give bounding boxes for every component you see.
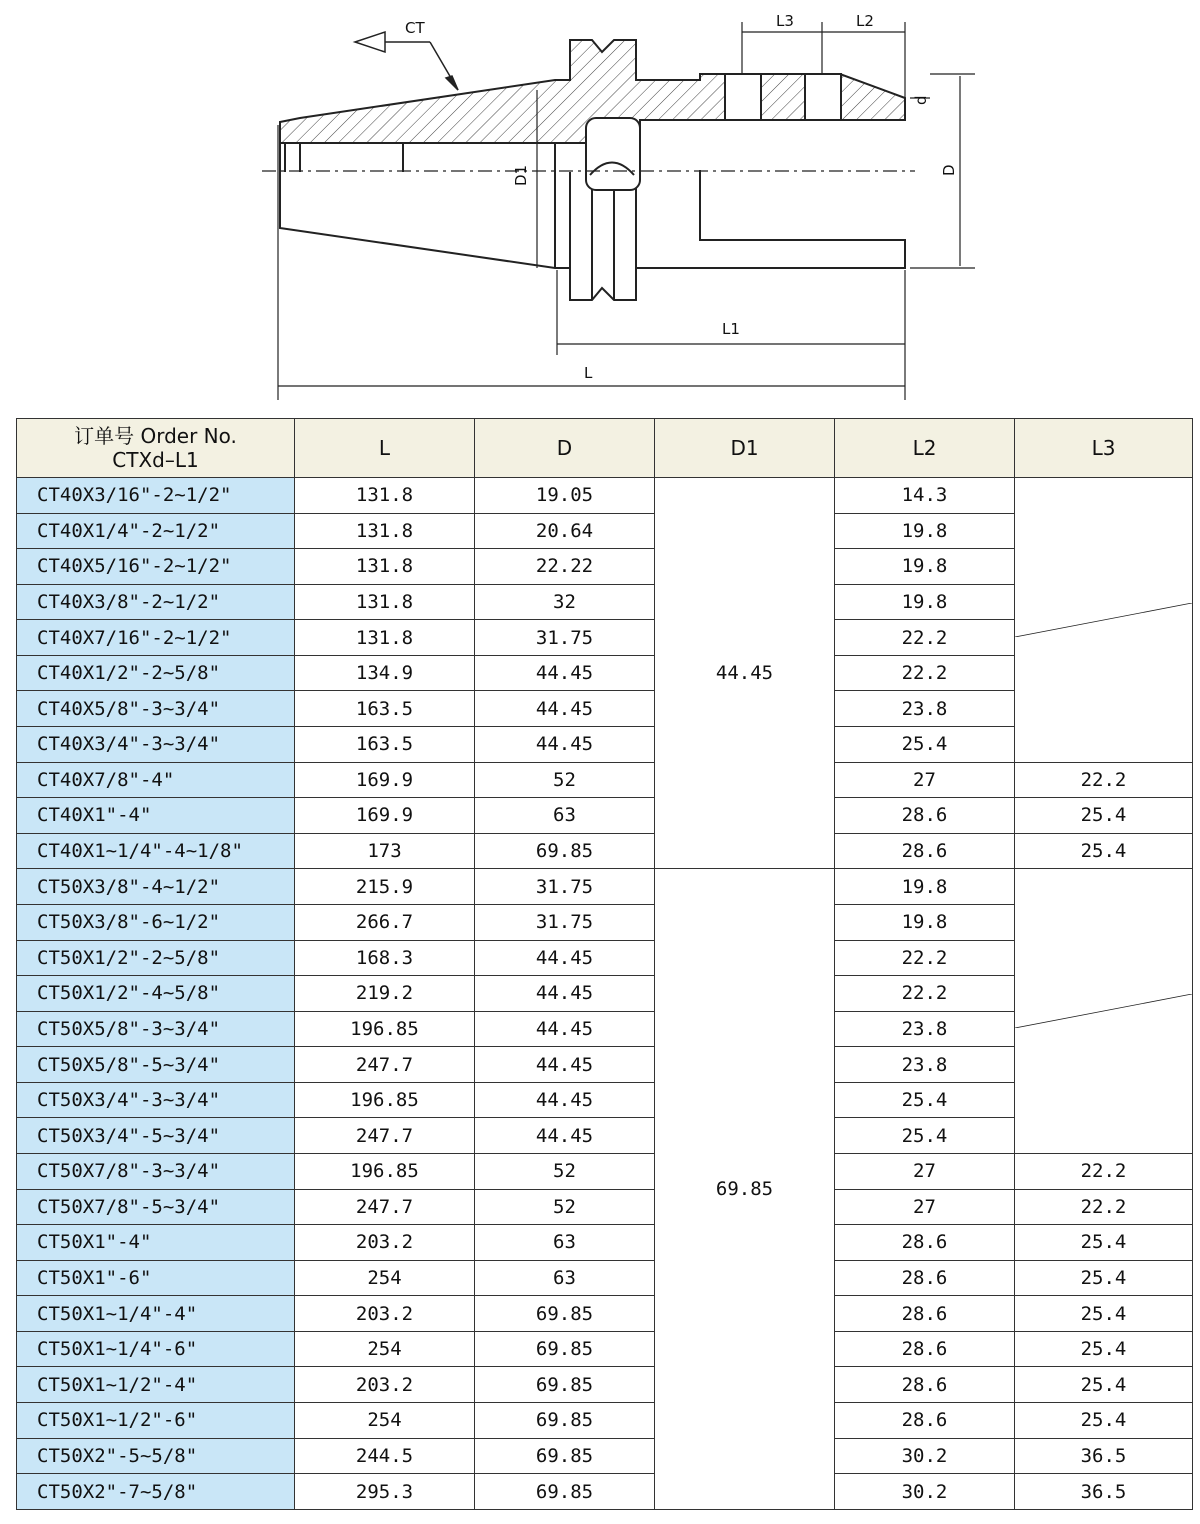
l2-cell: 28.6: [835, 1367, 1015, 1403]
order-code-cell: CT50X5/8"-3~3/4": [17, 1011, 295, 1047]
l-cell: 131.8: [295, 620, 475, 656]
order-code-cell: CT50X1/2"-4~5/8": [17, 976, 295, 1012]
l-cell: 131.8: [295, 584, 475, 620]
order-code-cell: CT40X1/4"-2~1/2": [17, 513, 295, 549]
l2-cell: 25.4: [835, 727, 1015, 763]
l3-cell: 22.2: [1015, 762, 1193, 798]
spec-table: [16, 418, 1193, 1510]
order-code-cell: CT50X7/8"-5~3/4": [17, 1189, 295, 1225]
order-code-cell: CT40X3/8"-2~1/2": [17, 584, 295, 620]
d1-label: D1: [512, 164, 530, 186]
l-cell: 169.9: [295, 798, 475, 834]
l-cell: 219.2: [295, 976, 475, 1012]
l3-cell: 22.2: [1015, 1189, 1193, 1225]
l-cell: 134.9: [295, 655, 475, 691]
order-code-cell: CT50X5/8"-5~3/4": [17, 1047, 295, 1083]
table-row: [17, 1367, 1193, 1403]
order-code-cell: CT50X3/4"-3~3/4": [17, 1082, 295, 1118]
d-big-label: D: [940, 164, 958, 176]
d-cell: 52: [475, 1189, 655, 1225]
l3-cell: 25.4: [1015, 798, 1193, 834]
l2-cell: 19.8: [835, 584, 1015, 620]
table-row: [17, 798, 1193, 834]
header-order-line1: 订单号 Order No.: [74, 424, 237, 448]
l2-cell: 23.8: [835, 1047, 1015, 1083]
table-row: [17, 762, 1193, 798]
l2-cell: 19.8: [835, 549, 1015, 585]
d-small-label: d: [912, 95, 930, 105]
l-cell: 247.7: [295, 1047, 475, 1083]
d-cell: 44.45: [475, 940, 655, 976]
d-cell: 32: [475, 584, 655, 620]
l2-cell: 19.8: [835, 869, 1015, 905]
l3-not-applicable-cell: [1015, 478, 1193, 763]
table-row: [17, 1474, 1193, 1510]
order-code-cell: CT50X3/8"-6~1/2": [17, 904, 295, 940]
l2-cell: 22.2: [835, 940, 1015, 976]
d-cell: 44.45: [475, 1011, 655, 1047]
order-code-cell: CT50X2"-7~5/8": [17, 1474, 295, 1510]
ct-callout: [355, 32, 458, 90]
table-row: [17, 1296, 1193, 1332]
order-code-cell: CT40X5/16"-2~1/2": [17, 549, 295, 585]
order-code-cell: CT50X2"-5~5/8": [17, 1438, 295, 1474]
l2-cell: 30.2: [835, 1438, 1015, 1474]
d-cell: 69.85: [475, 1474, 655, 1510]
d-cell: 69.85: [475, 1438, 655, 1474]
l-cell: 244.5: [295, 1438, 475, 1474]
l-cell: 131.8: [295, 513, 475, 549]
order-code-cell: CT40X7/8"-4": [17, 762, 295, 798]
d-cell: 63: [475, 1225, 655, 1261]
header-d: D: [475, 419, 655, 478]
l2-cell: 22.2: [835, 976, 1015, 1012]
l3-cell: 25.4: [1015, 1225, 1193, 1261]
header-order-no: [17, 419, 295, 478]
l-cell: 254: [295, 1260, 475, 1296]
l2-cell: 28.6: [835, 798, 1015, 834]
l2-cell: 27: [835, 1189, 1015, 1225]
header-order-line2: CTXd–L1: [112, 448, 199, 472]
table-row: [17, 869, 1193, 905]
ct-label: CT: [405, 19, 425, 37]
table-row: [17, 1189, 1193, 1225]
order-code-cell: CT40X1/2"-2~5/8": [17, 655, 295, 691]
d-cell: 31.75: [475, 904, 655, 940]
order-code-cell: CT50X1~1/2"-4": [17, 1367, 295, 1403]
holder-body: [280, 40, 905, 300]
order-code-cell: CT40X3/4"-3~3/4": [17, 727, 295, 763]
l2-cell: 28.6: [835, 1331, 1015, 1367]
l-cell: 131.8: [295, 549, 475, 585]
d-cell: 44.45: [475, 691, 655, 727]
l2-cell: 14.3: [835, 478, 1015, 514]
order-code-cell: CT50X1"-4": [17, 1225, 295, 1261]
d-cell: 69.85: [475, 833, 655, 869]
l2-cell: 27: [835, 1153, 1015, 1189]
order-code-cell: CT50X1~1/4"-6": [17, 1331, 295, 1367]
order-code-cell: CT50X1/2"-2~5/8": [17, 940, 295, 976]
l2-cell: 22.2: [835, 655, 1015, 691]
l-cell: 203.2: [295, 1225, 475, 1261]
table-row: [17, 478, 1193, 514]
d-cell: 22.22: [475, 549, 655, 585]
l2-cell: 19.8: [835, 904, 1015, 940]
l2-cell: 23.8: [835, 1011, 1015, 1047]
l3-cell: 25.4: [1015, 1296, 1193, 1332]
l3-cell: 25.4: [1015, 833, 1193, 869]
l2-cell: 28.6: [835, 833, 1015, 869]
d-cell: 69.85: [475, 1331, 655, 1367]
header-l2: L2: [835, 419, 1015, 478]
l-cell: 295.3: [295, 1474, 475, 1510]
d-cell: 69.85: [475, 1367, 655, 1403]
d-cell: 31.75: [475, 620, 655, 656]
d-cell: 44.45: [475, 1082, 655, 1118]
d-cell: 44.45: [475, 655, 655, 691]
l-cell: 163.5: [295, 691, 475, 727]
order-code-cell: CT40X1~1/4"-4~1/8": [17, 833, 295, 869]
header-row: [17, 419, 1193, 478]
l3-cell: 22.2: [1015, 1153, 1193, 1189]
l-label: L: [584, 364, 593, 382]
d-cell: 44.45: [475, 1047, 655, 1083]
order-code-cell: CT40X3/16"-2~1/2": [17, 478, 295, 514]
d-cell: 52: [475, 762, 655, 798]
d-cell: 31.75: [475, 869, 655, 905]
l-cell: 247.7: [295, 1118, 475, 1154]
l-cell: 203.2: [295, 1367, 475, 1403]
l2-cell: 28.6: [835, 1296, 1015, 1332]
l-cell: 169.9: [295, 762, 475, 798]
diagonal-slash-icon: [1015, 603, 1192, 637]
l3-cell: 25.4: [1015, 1331, 1193, 1367]
d-cell: 44.45: [475, 1118, 655, 1154]
l-cell: 254: [295, 1403, 475, 1439]
l-cell: 131.8: [295, 478, 475, 514]
l2-cell: 23.8: [835, 691, 1015, 727]
l-cell: 196.85: [295, 1011, 475, 1047]
order-code-cell: CT50X3/8"-4~1/2": [17, 869, 295, 905]
l2-cell: 19.8: [835, 513, 1015, 549]
d-cell: 63: [475, 798, 655, 834]
d-cell: 44.45: [475, 727, 655, 763]
table-row: [17, 1403, 1193, 1439]
header-l: L: [295, 419, 475, 478]
order-code-cell: CT50X1~1/2"-6": [17, 1403, 295, 1439]
d-cell: 69.85: [475, 1403, 655, 1439]
order-code-cell: CT40X5/8"-3~3/4": [17, 691, 295, 727]
l2-cell: 30.2: [835, 1474, 1015, 1510]
d-cell: 69.85: [475, 1296, 655, 1332]
l3-cell: 36.5: [1015, 1438, 1193, 1474]
l-cell: 254: [295, 1331, 475, 1367]
order-code-cell: CT50X1"-6": [17, 1260, 295, 1296]
l2-label: L2: [856, 12, 874, 30]
d-cell: 44.45: [475, 976, 655, 1012]
table-row: [17, 1331, 1193, 1367]
l2-cell: 28.6: [835, 1225, 1015, 1261]
l3-cell: 25.4: [1015, 1367, 1193, 1403]
d-cell: 19.05: [475, 478, 655, 514]
d-cell: 20.64: [475, 513, 655, 549]
l2-cell: 27: [835, 762, 1015, 798]
l-cell: 196.85: [295, 1082, 475, 1118]
diagonal-slash-icon: [1015, 994, 1192, 1028]
l2-cell: 28.6: [835, 1403, 1015, 1439]
l-cell: 168.3: [295, 940, 475, 976]
l1-label: L1: [722, 320, 740, 338]
spec-body: [17, 478, 1193, 1510]
order-code-cell: CT40X1"-4": [17, 798, 295, 834]
order-code-cell: CT50X1~1/4"-4": [17, 1296, 295, 1332]
table-row: [17, 1260, 1193, 1296]
l2-cell: 22.2: [835, 620, 1015, 656]
table-row: [17, 1225, 1193, 1261]
l-cell: 215.9: [295, 869, 475, 905]
l-cell: 203.2: [295, 1296, 475, 1332]
l3-cell: 25.4: [1015, 1403, 1193, 1439]
order-code-cell: CT50X3/4"-5~3/4": [17, 1118, 295, 1154]
table-row: [17, 1438, 1193, 1474]
l-cell: 163.5: [295, 727, 475, 763]
l3-cell: 25.4: [1015, 1260, 1193, 1296]
l2-cell: 28.6: [835, 1260, 1015, 1296]
header-d1: D1: [655, 419, 835, 478]
d-cell: 63: [475, 1260, 655, 1296]
l3-label: L3: [776, 12, 794, 30]
l-cell: 173: [295, 833, 475, 869]
d1-cell: 44.45: [655, 478, 835, 869]
header-l3: L3: [1015, 419, 1193, 478]
table-row: [17, 833, 1193, 869]
l-cell: 196.85: [295, 1153, 475, 1189]
l2-cell: 25.4: [835, 1118, 1015, 1154]
l3-not-applicable-cell: [1015, 869, 1193, 1154]
d-cell: 52: [475, 1153, 655, 1189]
table-row: [17, 1153, 1193, 1189]
l3-cell: 36.5: [1015, 1474, 1193, 1510]
tool-holder-drawing: [0, 0, 1200, 410]
l-cell: 266.7: [295, 904, 475, 940]
order-code-cell: CT50X7/8"-3~3/4": [17, 1153, 295, 1189]
d1-cell: 69.85: [655, 869, 835, 1510]
order-code-cell: CT40X7/16"-2~1/2": [17, 620, 295, 656]
l2-cell: 25.4: [835, 1082, 1015, 1118]
l-cell: 247.7: [295, 1189, 475, 1225]
